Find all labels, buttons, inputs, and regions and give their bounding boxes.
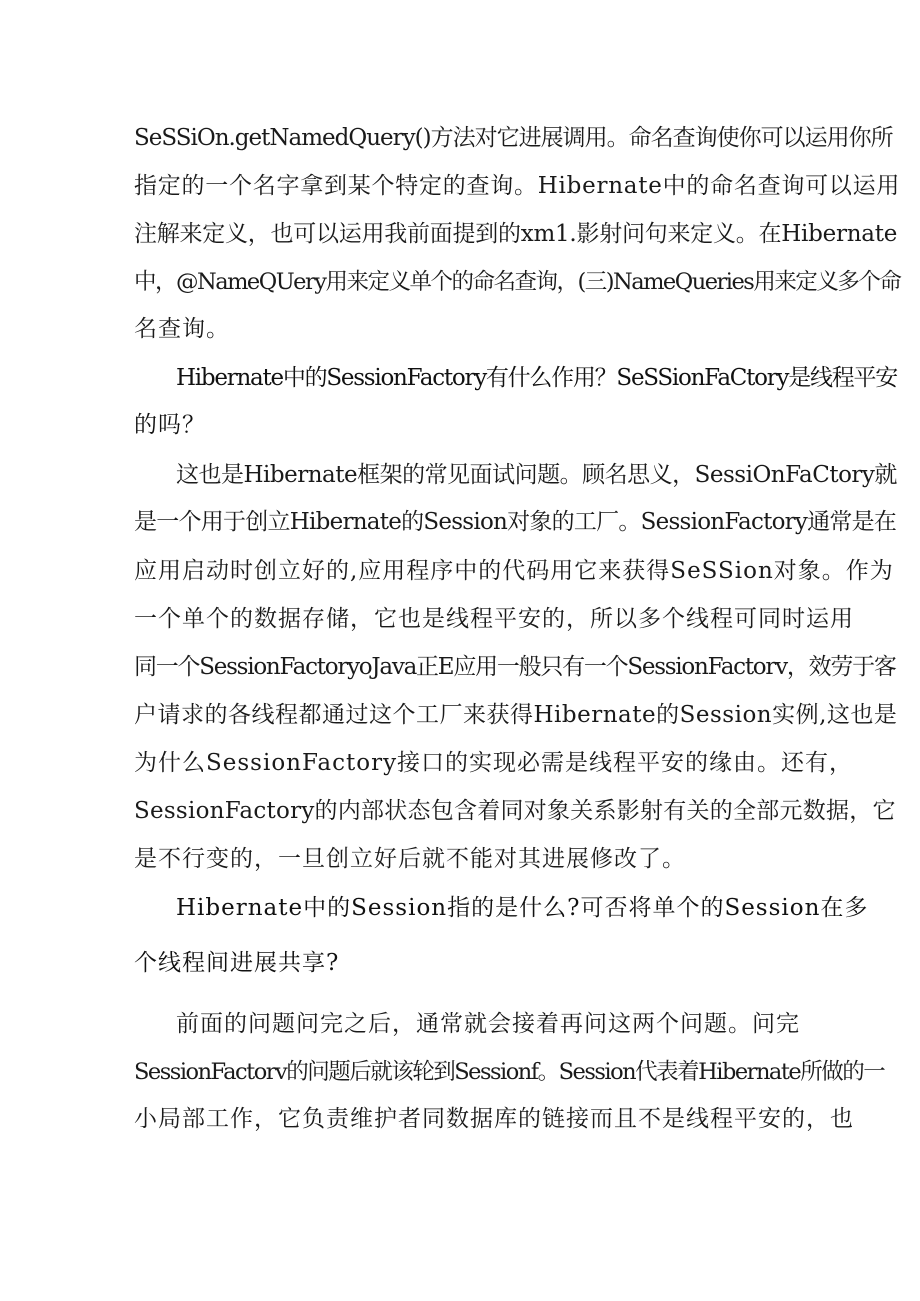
text-line: 同一个SessionFactoryoJava正E应用一般只有一个SessionFactorv，效劳于客	[134, 654, 896, 680]
text-line: 应用启动时创立好的,应用程序中的代码用它来获得SeSSion对象。作为	[134, 558, 894, 584]
text-line: 一个单个的数据存储，它也是线程平安的，所以多个线程可同时运用	[134, 606, 854, 632]
text-line: 名查询。	[134, 316, 230, 342]
text-line: 这也是Hibernate框架的常见面试问题。顾名思义，SessiOnFaCtory就	[176, 462, 897, 488]
question-heading: Hibernate中的SessionFactory有什么作用？SeSSionFaCtory是线程平安	[176, 365, 897, 391]
text-line: 指定的一个名字拿到某个特定的查询。Hibernate中的命名查询可以运用	[134, 173, 901, 199]
text-line: 为什么SessionFactory接口的实现必需是线程平安的缘由。还有，	[134, 750, 854, 776]
text-line: 中，@NameQUery用来定义单个的命名查询，(三)NameQueries用来定义多个命	[134, 269, 901, 295]
text-line: 小局部工作，它负责维护者同数据库的链接而且不是线程平安的，也	[134, 1106, 854, 1132]
text-line: 户请求的各线程都通过这个工厂来获得Hibernate的Session实例,这也是	[134, 702, 898, 728]
text-line: 前面的问题问完之后，通常就会接着再问这两个问题。问完	[176, 1011, 800, 1037]
text-line: 是不行变的，一旦创立好后就不能对其进展修改了。	[134, 846, 686, 872]
text-line: SeSSiOn.getNamedQuery()方法对它进展调用。命名查询使你可以运用你所	[134, 125, 893, 151]
question-heading-continued: 个线程间进展共享?	[134, 950, 340, 976]
question-heading-continued: 的吗？	[134, 412, 206, 438]
text-line: SessionFactory的内部状态包含着同对象关系影射有关的全部元数据，它	[134, 798, 896, 824]
text-line: 是一个用于创立Hibernate的Session对象的工厂。SessionFactory通常是在	[134, 509, 897, 535]
question-heading: Hibernate中的Session指的是什么?可否将单个的Session在多	[176, 895, 869, 921]
text-line: SessionFactorv的问题后就该轮到Sessionf。Session代表着Hibernate所做的一	[134, 1059, 885, 1085]
text-line: 注解来定义，也可以运用我前面提到的xm1.影射问句来定义。在Hibernate	[134, 221, 898, 247]
